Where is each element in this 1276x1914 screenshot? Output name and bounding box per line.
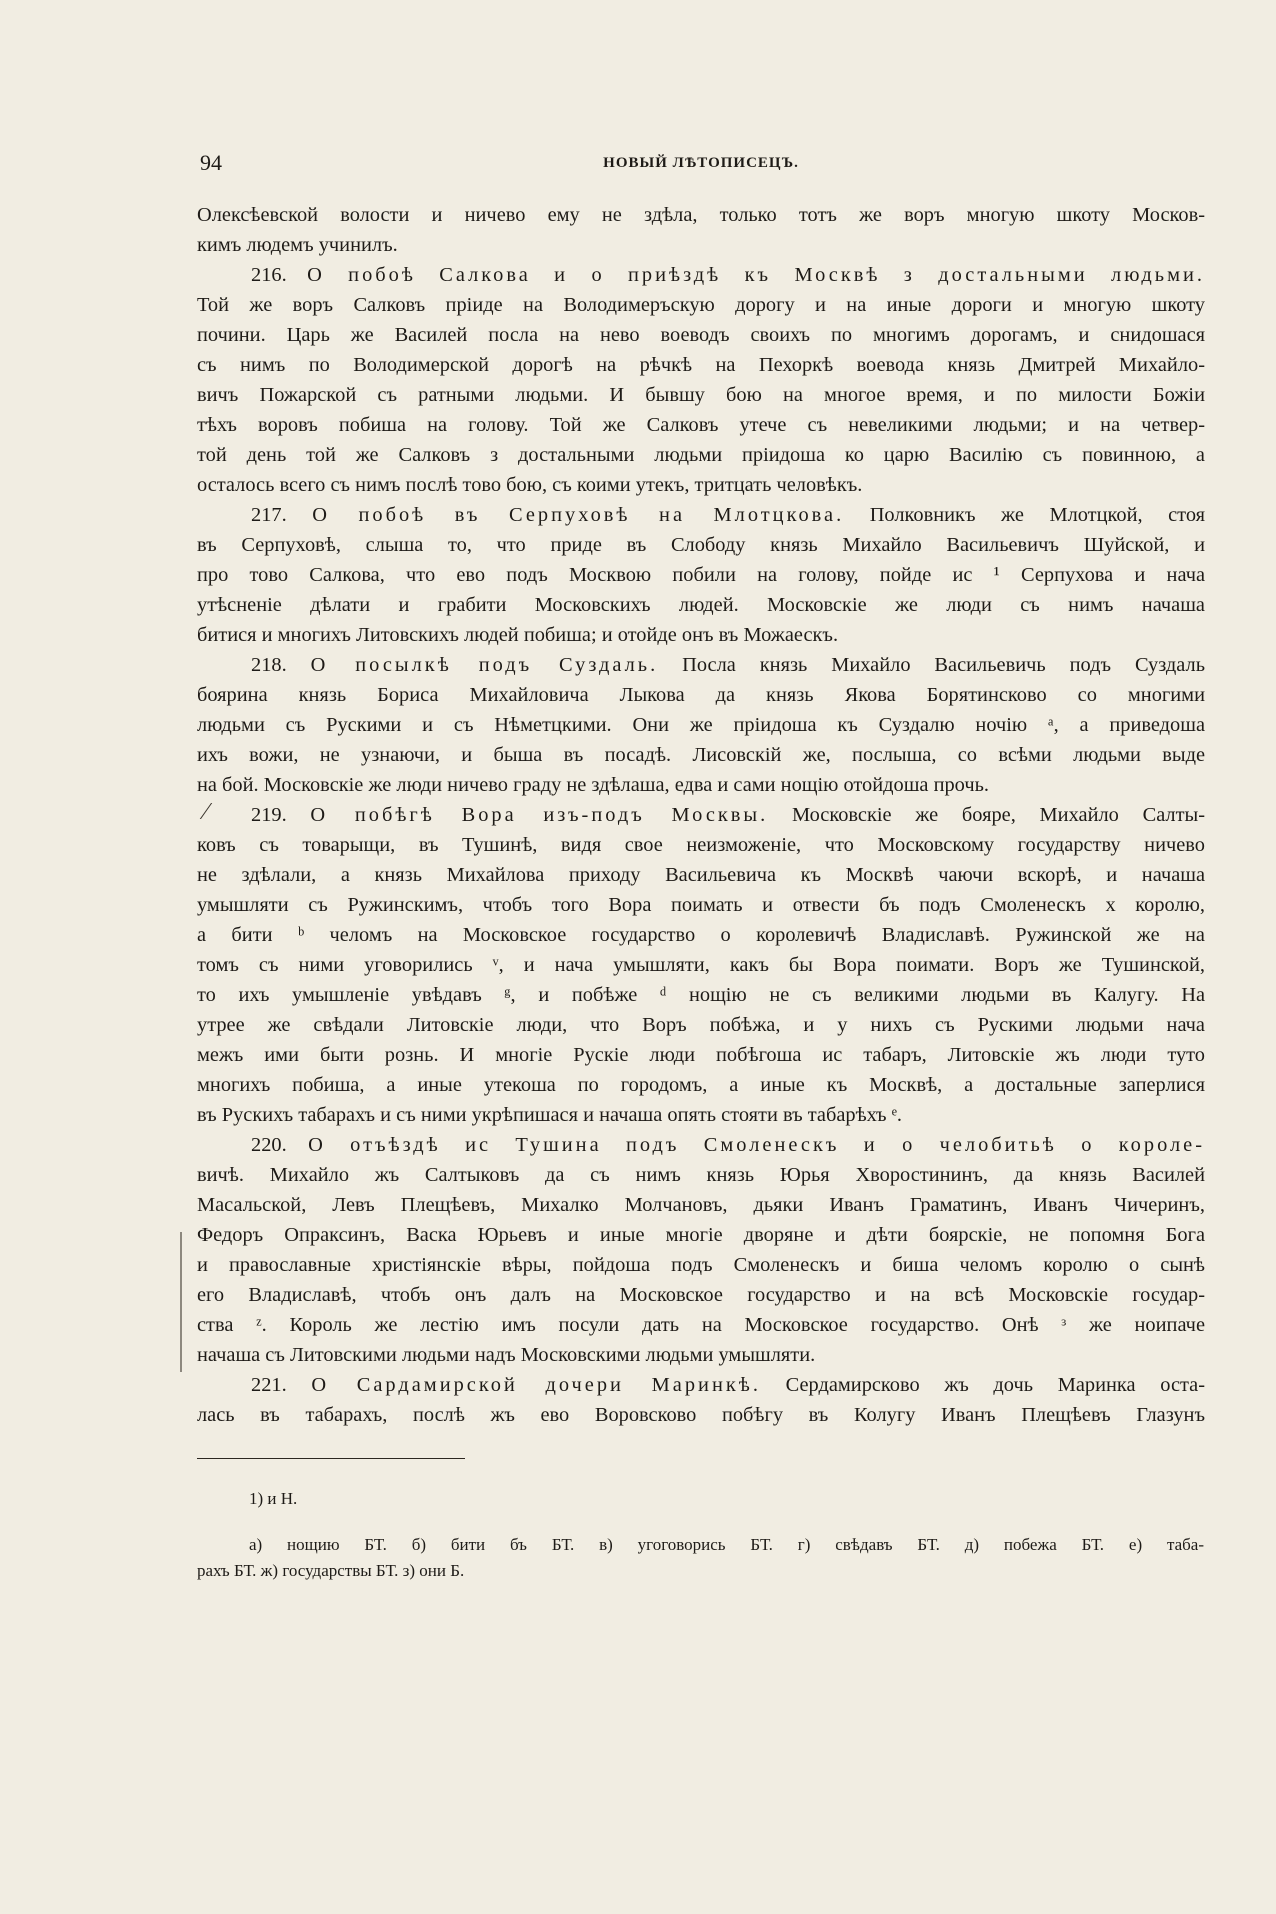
text-line <box>197 350 1205 380</box>
paragraph-first-line <box>197 1370 1205 1400</box>
footnote-variants-line-2: рахъ БТ. ж) государствы БТ. з) они Б. <box>197 1561 465 1580</box>
paragraph-number: 216. <box>251 264 308 286</box>
line-text: Сердамирсково жъ дочь Маринка оста- <box>760 1374 1205 1396</box>
line-text: его Владиславѣ, чтобъ онъ далъ на Московское государство и на всѣ Московскіе государ- <box>197 1284 1205 1306</box>
paragraph-number: 217. <box>251 504 313 526</box>
section-heading: О Сардамирской дочери Маринкѣ. <box>311 1374 761 1396</box>
line-text: почини. Царь же Василей посла на нево воеводъ своихъ по многимъ дорогамъ, и снидошася <box>197 324 1205 346</box>
line-text: Федоръ Опраксинъ, Васка Юрьевъ и иные многіе дворяне и дѣти боярскіе, не попомня Бога <box>197 1224 1205 1246</box>
line-text: кимъ людемъ учинилъ. <box>197 234 398 256</box>
paragraph-number: 220. <box>251 1134 309 1156</box>
line-text: на бой. Московскіе же люди ничево граду не здѣлаша, едва и сами нощію отойдоша прочь. <box>197 774 989 796</box>
line-text: Полковникъ же Млотцкой, стоя <box>844 504 1205 526</box>
running-title: НОВЫЙ ЛѢТОПИСЕЦЪ. <box>603 155 799 171</box>
paragraph-first-line <box>197 800 1205 830</box>
text-line <box>197 530 1205 560</box>
line-text: людьми съ Рускими и съ Нѣметцкими. Они же пріидоша къ Суздалю ночію ᵃ, а приведоша <box>197 714 1205 736</box>
footnote-numbered: 1) и Н. <box>249 1489 298 1508</box>
text-line <box>197 1280 1205 1310</box>
text-line <box>197 590 1205 620</box>
line-text: съ нимъ по Володимерской дорогѣ на рѣчкѣ на Пехоркѣ воевода князь Дмитрей Михайло- <box>197 354 1205 376</box>
line-text: въ Рускихъ табарахъ и съ ними укрѣпишася и начаша опять стояти въ табарѣхъ ᵉ. <box>197 1104 903 1126</box>
text-line <box>197 440 1205 470</box>
text-line <box>197 410 1205 440</box>
line-text: битися и многихъ Литовскихъ людей побиша; и отойде онъ въ Можаескъ. <box>197 624 839 646</box>
text-line <box>197 230 1205 260</box>
line-text: Олексѣевской волости и ничево ему не здѣла, только тотъ же воръ многую шкоту Москов- <box>197 204 1205 226</box>
line-text: Посла князь Михайло Васильевичь подъ Суздаль <box>658 654 1205 676</box>
line-text: осталось всего съ нимъ послѣ тово бою, съ коими утекъ, тритцать человѣкъ. <box>197 474 863 496</box>
paragraph-number: 218. <box>251 654 311 676</box>
text-line <box>197 200 1205 230</box>
section-heading: О побоѣ Салкова и о приѣздѣ къ Москвѣ з достальными людьми. <box>307 264 1205 286</box>
line-text: вичѣ. Михайло жъ Салтыковъ да съ нимъ князь Юрья Хворостининъ, да князь Василей <box>197 1164 1205 1186</box>
section-heading: О посылкѣ подъ Суздаль. <box>310 654 659 676</box>
line-text: про тово Салкова, что ево подъ Москвою побили на голову, пойде ис ¹ Серпухова и нача <box>197 564 1205 586</box>
line-text: утѣсненіе дѣлати и грабити Московскихъ людей. Московскіе же люди съ нимъ начаша <box>197 594 1205 616</box>
text-line <box>197 1340 1205 1370</box>
text-line <box>197 1010 1205 1040</box>
text-line <box>197 1250 1205 1280</box>
line-text: тѣхъ воровъ побиша на голову. Той же Салковъ утече съ невеликими людьми; и на четвер- <box>197 414 1205 436</box>
text-line <box>197 920 1205 950</box>
line-text: той день той же Салковъ з достальными людьми пріидоша ко царю Василію съ повинною, а <box>197 444 1205 466</box>
text-line <box>197 1040 1205 1070</box>
line-text: умышляти съ Ружинскимъ, чтобъ того Вора поимать и отвести бъ подъ Смоленескъ х королю, <box>197 894 1205 916</box>
text-line <box>197 710 1205 740</box>
text-line <box>197 890 1205 920</box>
line-text: и православные христіянскіе вѣры, пойдоша подъ Смоленескъ и биша челомъ королю о сынѣ <box>197 1254 1205 1276</box>
text-line <box>197 770 1205 800</box>
text-line <box>197 620 1205 650</box>
text-line <box>197 950 1205 980</box>
paragraph-first-line <box>197 650 1205 680</box>
line-text: то ихъ умышленіе увѣдавъ ᵍ, и побѣже ᵈ нощію не съ великими людьми въ Калугу. На <box>197 984 1205 1006</box>
text-line <box>197 290 1205 320</box>
line-text: ковъ съ товарыщи, въ Тушинѣ, видя свое неизможеніе, что Московскому государству ничево <box>197 834 1205 856</box>
line-text: а бити ᵇ челомъ на Московское государство о королевичѣ Владиславѣ. Ружинской же на <box>197 924 1205 946</box>
text-line <box>197 1190 1205 1220</box>
paragraph-number: 219. <box>251 804 311 826</box>
line-text: въ Серпуховѣ, слыша то, что приде въ Слободу князь Михайло Васильевичъ Шуйской, и <box>197 534 1205 556</box>
paragraph-first-line <box>197 500 1205 530</box>
text-line <box>197 1070 1205 1100</box>
text-line <box>197 680 1205 710</box>
text-line <box>197 1310 1205 1340</box>
margin-pencil-line <box>180 1232 182 1372</box>
line-text: многихъ побиша, а иные утекоша по городомъ, а иные къ Москвѣ, а достальные заперлися <box>197 1074 1205 1096</box>
text-line <box>197 1160 1205 1190</box>
text-line <box>197 860 1205 890</box>
text-line <box>197 740 1205 770</box>
line-text: Московскіе же бояре, Михайло Салты- <box>768 804 1205 826</box>
line-text: начаша съ Литовскими людьми надъ Московскими людьми умышляти. <box>197 1344 816 1366</box>
text-line <box>197 380 1205 410</box>
line-text: не здѣлали, а князь Михайлова приходу Васильевича къ Москвѣ чаючи вскорѣ, и начаша <box>197 864 1205 886</box>
text-line <box>197 1400 1205 1430</box>
line-text: томъ съ ними уговорились ᵛ, и нача умышляти, какъ бы Вора поимати. Воръ же Тушинской, <box>197 954 1205 976</box>
text-line <box>197 560 1205 590</box>
text-line <box>197 470 1205 500</box>
text-line <box>197 1100 1205 1130</box>
line-text: боярина князь Бориса Михайловича Лыкова да князь Якова Борятинсково со многими <box>197 684 1205 706</box>
text-line <box>197 830 1205 860</box>
body-text <box>197 200 1205 1430</box>
footnote-variants-line-1: а) нощию БТ. б) бити бъ БТ. в) угоговорись БТ. г) свѣдавъ БТ. д) побежа БТ. е) таба- <box>249 1535 1204 1554</box>
paragraph-first-line <box>197 260 1205 290</box>
text-line <box>197 1220 1205 1250</box>
page-number: 94 <box>200 150 222 175</box>
line-text: утрее же свѣдали Литовскіе люди, что Воръ побѣжа, и у нихъ съ Рускими людьми нача <box>197 1014 1205 1036</box>
line-text: ихъ вожи, не узнаючи, и быша въ посадѣ. Лисовскій же, послыша, со всѣми людьми выде <box>197 744 1205 766</box>
page-header <box>197 150 1205 180</box>
line-text: ства ᶻ. Король же лестію имъ посули дать на Московское государство. Онѣ ᶟ же ноипаче <box>197 1314 1205 1336</box>
line-text: лась въ табарахъ, послѣ жъ ево Воровсково побѣгу въ Колугу Иванъ Плещѣевъ Глазунъ <box>197 1404 1205 1426</box>
line-text: Той же воръ Салковъ пріиде на Володимеръскую дорогу и на иные дороги и многую шкоту <box>197 294 1205 316</box>
paragraph-first-line <box>197 1130 1205 1160</box>
pencil-tick-mark: ⁄ <box>204 799 209 825</box>
section-heading: О побоѣ въ Серпуховѣ на Млотцкова. <box>312 504 845 526</box>
line-text: Масальской, Левъ Плещѣевъ, Михалко Молчановъ, дьяки Иванъ Граматинъ, Иванъ Чичеринъ, <box>197 1194 1205 1216</box>
section-heading: О отъѣздѣ ис Тушина подъ Смоленескъ и о челобитьѣ о короле- <box>308 1134 1205 1156</box>
line-text: вичъ Пожарской съ ратными людьми. И бывшу бою на многое время, и по милости Божіи <box>197 384 1205 406</box>
text-line <box>197 980 1205 1010</box>
section-heading: О побѣгѣ Вора изъ-подъ Москвы. <box>310 804 769 826</box>
line-text: межъ ими быти рознь. И многіе Рускіе люди побѣгоша ис табаръ, Литовскіе жъ люди туто <box>197 1044 1205 1066</box>
paragraph-number: 221. <box>251 1374 312 1396</box>
footnote-rule <box>197 1458 465 1459</box>
text-line <box>197 320 1205 350</box>
